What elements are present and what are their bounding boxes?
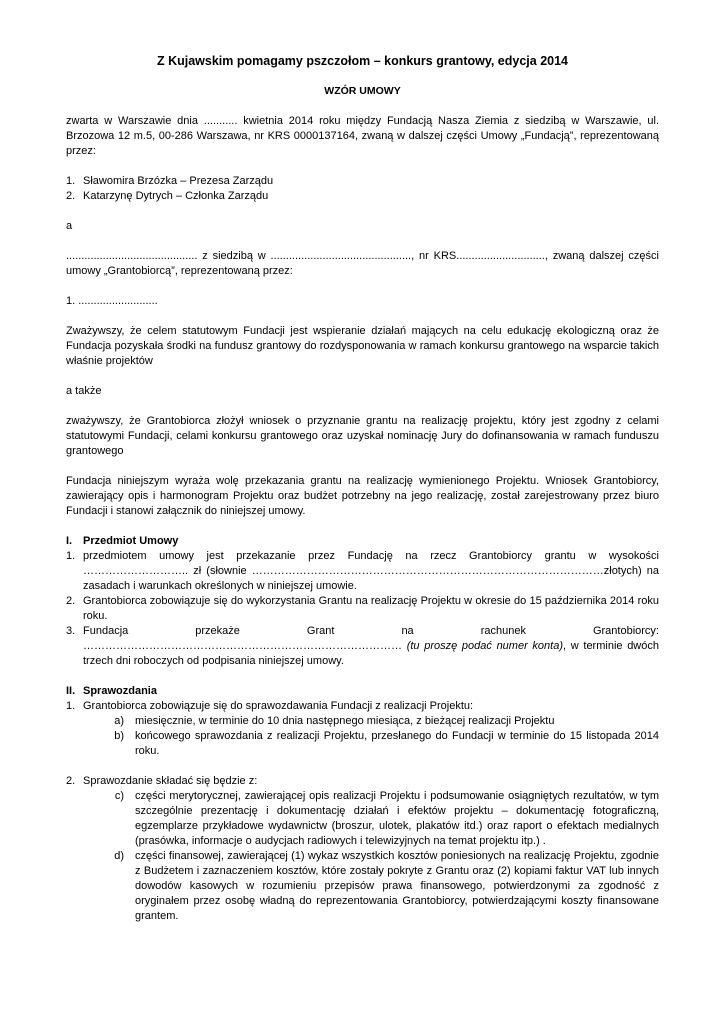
section-title: Przedmiot Umowy xyxy=(83,535,179,547)
item-text: Grantobiorca zobowiązuje się do sprawozdawania Fundacji z realizacji Projektu: xyxy=(83,700,474,712)
representative-name: Katarzynę Dytrych – Członka Zarządu xyxy=(83,190,269,202)
grantee-paragraph: ........................................... z siedzibą w .............................................., nr KRS............................., zwaną dalszej części umowy „Grantobiorcą”, reprezentowaną przez: xyxy=(66,250,659,277)
list-number: 2. xyxy=(66,190,76,202)
sub-item-text: części merytorycznej, zawierającej opis realizacji Projektu i podsumowanie osiągniętych rezultatów, w tym szczególnie prezentację i dokumentację działań i efektów projektu – dokumentację fotograficzną, egzemplarze przykładowe wydawnictw (broszur, ulotek, plakatów itd.) oraz raport o efektach medialnych (prasówka, informacje o audycjach radiowych i telewizyjnych na temat projektu itp.) . xyxy=(135,790,659,847)
item-text: Sprawozdanie składać się będzie z: xyxy=(83,775,258,787)
sub-item xyxy=(66,789,659,849)
item-text-wrapper xyxy=(83,624,659,669)
representative-item xyxy=(66,189,659,204)
representative-name: Sławomira Brzózka – Prezesa Zarządu xyxy=(83,175,274,187)
sub-item-letter: d) xyxy=(114,850,124,862)
sub-item-text: miesięcznie, w terminie do 10 dnia następnego miesiąca, z bieżącej realizacji Projektu xyxy=(135,715,555,727)
section-2-item xyxy=(66,774,659,789)
section-1-item xyxy=(66,624,659,669)
declaration-paragraph: Fundacja niniejszym wyraża wolę przekazania grantu na realizację wymienionego Projektu. Wniosek Grantobiorcy, zawierający opis i harmonogram Projektu oraz budżet potrzebny na jego realizację, został zarejestrowany przez biuro Fundacji i stanowi załącznik do niniejszej umowy. xyxy=(66,475,659,517)
whereas-paragraph-1: Zważywszy, że celem statutowym Fundacji jest wspieranie działań mających na celu edukację ekologiczną oraz że Fundacja pozyskała środki na fundusz grantowy do rozdysponowania w ramach konkursu grantowego na wsparcie takich właśnie projektów xyxy=(66,325,659,367)
item-text: Fundacja przekaże Grant na rachunek Grantobiorcy: …………………………………………………………………………… xyxy=(83,625,659,652)
item-text: przedmiotem umowy jest przekazanie przez Fundację na rzecz Grantobiorcy grantu w wysokości ……………………….. zł (słownie ……………………………………………………………………………………złotych) na zasadach i warunkach określonych w niniejszej umowie. xyxy=(83,550,659,592)
list-number: 2. xyxy=(66,595,76,607)
section-2-item xyxy=(66,699,659,714)
section-1-heading xyxy=(66,534,659,549)
sub-item-text: części finansowej, zawierającej (1) wykaz wszystkich kosztów poniesionych na realizację Projektu, zgodnie z Budżetem i zaznaczeniem kosztów, które zostały pokryte z Grantu oraz (2) kopiami faktur VAT lub innych dowodów kasowych w rozumieniu przepisów prawa finansowego, potwierdzonymi za zgodność z oryginałem przez osobę władną do reprezentowania Grantobiorcy, potwierdzającymi koszty finansowane grantem. xyxy=(135,850,659,922)
sub-item-letter: a) xyxy=(114,715,124,727)
item-italic-note: (tu proszę podać numer konta) xyxy=(406,640,564,652)
list-number: 3. xyxy=(66,625,76,637)
section-number: I. xyxy=(66,535,73,547)
list-number: 2. xyxy=(66,775,76,787)
conjunction-a: a xyxy=(66,220,73,232)
document-title: Z Kujawskim pomagamy pszczołom – konkurs grantowy, edycja 2014 xyxy=(156,54,569,68)
item-text: Grantobiorca zobowiązuje się do wykorzystania Grantu na realizację Projektu w okresie do 15 października 2014 roku roku. xyxy=(83,595,659,622)
grantee-representative: 1. .......................... xyxy=(66,295,158,307)
sub-item xyxy=(66,729,659,759)
section-1-item xyxy=(66,594,659,624)
section-1-item xyxy=(66,549,659,594)
section-2-heading xyxy=(66,684,659,699)
list-number: 1. xyxy=(66,550,76,562)
sub-item-letter: b) xyxy=(114,730,124,742)
sub-item xyxy=(66,849,659,924)
whereas-paragraph-2: zważywszy, że Grantobiorca złożył wniosek o przyznanie grantu na realizację projektu, który jest zgodny z celami statutowymi Fundacji, celami konkursu grantowego oraz uzyskał nominację Jury do dofinansowania w ramach funduszu grantowego xyxy=(66,415,659,457)
list-number: 1. xyxy=(66,700,76,712)
intro-paragraph: zwarta w Warszawie dnia ........... kwietnia 2014 roku między Fundacją Nasza Ziemia z siedzibą w Warszawie, ul. Brzozowa 12 m.5, 00-286 Warszawa, nr KRS 0000137164, zwaną w dalszej części Umowy „Fundacją”, reprezentowaną przez: xyxy=(66,115,659,157)
list-number: 1. xyxy=(66,175,76,187)
representative-item xyxy=(66,174,659,189)
sub-item-letter: c) xyxy=(114,790,124,802)
item-text-after: , w terminie dwóch trzech dni roboczych od podpisania niniejszej umowy. xyxy=(83,640,659,667)
document-subtitle: WZÓR UMOWY xyxy=(324,85,401,97)
sub-item xyxy=(66,714,659,729)
document-content xyxy=(66,53,659,924)
section-title: Sprawozdania xyxy=(83,685,157,697)
also-line: a także xyxy=(66,385,102,397)
section-number: II. xyxy=(66,685,76,697)
sub-item-text: końcowego sprawozdania z realizacji Projektu, przesłanego do Fundacji w terminie do 15 listopada 2014 roku. xyxy=(135,730,659,757)
